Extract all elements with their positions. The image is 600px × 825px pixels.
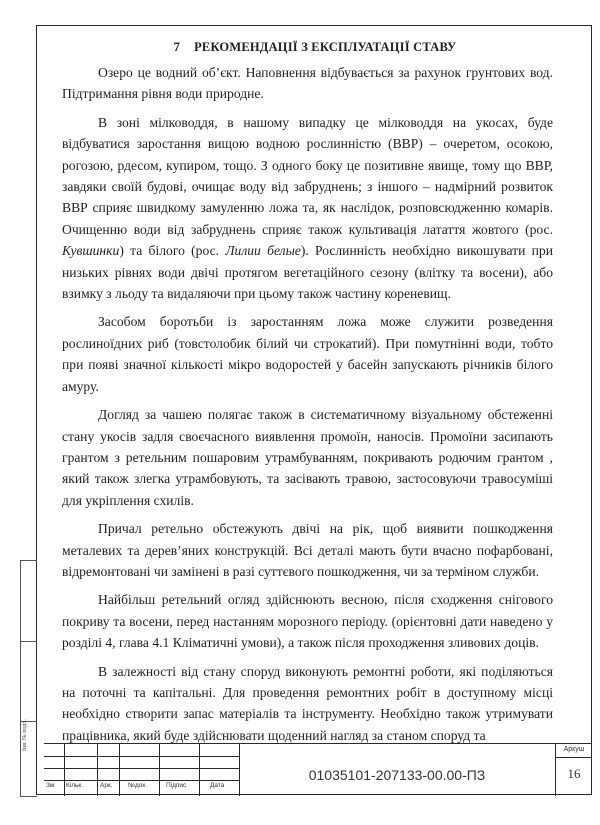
label-ark: Арк.: [100, 782, 113, 789]
paragraph-1: Озеро це водний об’єкт. Наповнення відбувається за рахунок грунтових вод. Підтримання рівня води природне.: [62, 65, 553, 102]
title-block: [44, 743, 592, 796]
paragraph-5: Причал ретельно обстежують двічі на рік, щоб виявити пошкодження металевих та дерев’яних конструкцій. Всі деталі мають бути вчасно пофарбовані, відремонтовані чи замінені в разі суттєвого пошкодження, чи за терміном служби.: [62, 521, 553, 579]
label-ndok: №док: [128, 782, 146, 789]
label-pidpys: Підпис: [166, 782, 187, 789]
document-code: 01035101-207133-00.00-ПЗ: [239, 744, 556, 796]
paragraph-2: В зоні мілководдя, в нашому випадку це мілководдя на укосах, буде відбуватися заростання вищою водною рослинністю (ВВР) – очеретом, осокою, рогозою, рдесом, купиром, тощо. З одного боку це позитивне явище, тому що ВВР, завдяки своїй будові, очищає воду від забруднень; з іншого – надмірний розвиток ВВР сприяє швидкому замуленню ложа та, як наслідок, розповсюдженню комарів. Очищенню води від забруднень сприяє також культивація латаття жовтого (рос. Кувшинки) та білого (рос. Лилии белые). Рослинність необхідно викошувати при низьких рівнях води двічі протягом вегетаційного сезону (влітку та восени), або взимку з льоду та видаляючи при цьому також частину кореневищ.: [62, 114, 553, 302]
section-title: РЕКОМЕНДАЦІЇ З ЕКСПЛУАТАЦІЇ СТАВУ: [194, 40, 457, 54]
sheet-number: 16: [567, 766, 581, 781]
sheet-cell: [556, 744, 592, 796]
sheet-label: Аркуш: [563, 746, 585, 753]
section-heading: [60, 40, 570, 55]
body-text: [62, 62, 553, 746]
side-stamp-strip: [20, 560, 37, 797]
italic-term-kuvshinki: Кувшинки: [62, 243, 120, 259]
side-stamp-text: Інв. № подл.: [22, 719, 28, 751]
label-data: Дата: [210, 782, 225, 789]
label-kilk: Кільк.: [66, 782, 84, 789]
paragraph-6: Найбільш ретельний огляд здійснюють весною, після сходження снігового покриву та восени, перед настанням морозного періоду. (орієнтовні дати наведено у розділі 4, глава 4.1 Кліматичні умови), а також після проходження зливових доців.: [62, 592, 553, 651]
paragraph-3: Засобом боротьби із заростанням ложа може служити розведення рослиноїдних риб (товстолобик білий чи строкатий). При помутнінні води, тобто при появі значної кількості мікро водоростей у басейн запускають річників білого амуру.: [62, 314, 553, 394]
paragraph-4: Догляд за чашею полягає також в систематичному візуальному обстеженні стану укосів задля своєчасного виявлення промоїн, наносів. Промоїни засипають грантом з ретельним пошаровим утрамбуванням, покривають родючим грантом , який також злегка утрамбовують, та засівають травою, застосовуючи травосуміші для укріплення схилів.: [62, 407, 553, 508]
revision-grid: [44, 744, 239, 796]
label-zm: Зм: [46, 782, 55, 789]
section-number: 7: [173, 40, 181, 54]
italic-term-lilii: Лилии белые: [225, 243, 301, 259]
paragraph-7: В залежності від стану споруд виконують ремонтні роботи, які поділяються на поточні та капітальні. Для проведення ремонтних робіт в доступному місці необхідно створити запас матеріалів та інструменту. Необхідно також утримувати працівника, який буде здійснювати щоденний нагляд за станом споруд та: [62, 663, 553, 743]
